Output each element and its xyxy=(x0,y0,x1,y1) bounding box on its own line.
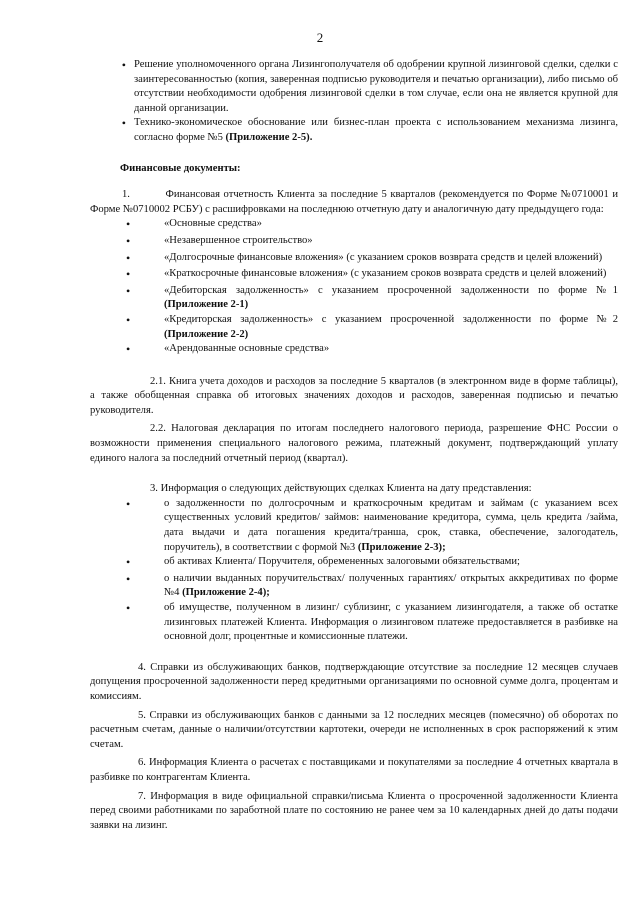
paragraph-item-4: 4. Справки из обслуживающих банков, подтверждающие отсутствие за последние 12 месяцев случаев допущения просроченной задолженности перед кредитными организациями по основной сумме долга, процентам и комиссиям. xyxy=(90,661,618,702)
page-number: 2 xyxy=(316,30,324,45)
paragraph-item-6: 6. Информация Клиента о расчетах с поставщиками и покупателями за последние 4 отчетных квартала в разбивке по контрагентам Клиента. xyxy=(90,757,618,783)
bullet-ref: (Приложение 2-2) xyxy=(164,328,249,340)
bullet-icon xyxy=(126,284,164,301)
bullet-icon xyxy=(90,116,134,133)
list-item xyxy=(126,284,618,313)
list-item xyxy=(126,601,618,645)
document-body xyxy=(90,58,618,833)
bullet-text: Технико-экономическое обоснование или бизнес-план проекта с использованием механизма лизинга, согласно форме №5 xyxy=(134,117,618,143)
paragraph-item-3: 3. Информация о следующих действующих сделках Клиента на дату представления: xyxy=(150,483,532,495)
paragraph-item-5: 5. Справки из обслуживающих банков с данными за 12 последних месяцев (помесячно) об оборотах по расчетным счетам, данные о наличии/отсутствии картотеки, очереди не исполненных в срок распоряжений к этим счетам. xyxy=(90,709,618,750)
bullet-text: «Краткосрочные финансовые вложения» (с указанием сроков возврата средств и целей вложений) xyxy=(164,268,607,280)
list-item xyxy=(126,313,618,342)
list-item xyxy=(126,342,618,359)
bullet-text: «Кредиторская задолженность» с указанием просроченной задолженности по форме №2 xyxy=(164,313,618,325)
bullet-ref: (Приложение 2-1) xyxy=(164,299,249,311)
section-heading: Финансовые документы: xyxy=(120,162,241,174)
list-item xyxy=(126,251,618,268)
list-item xyxy=(126,267,618,284)
bullet-ref: (Приложение 2-4); xyxy=(182,587,270,599)
bullet-text: «Дебиторская задолженность» с указанием просроченной задолженности по форме №1 xyxy=(164,284,618,296)
bullet-text: о наличии выданных поручительствах/ полученных гарантиях/ открытых аккредитивах по форме №4 xyxy=(164,572,618,599)
paragraph-item-2-2: 2.2. Налоговая декларация по итогам последнего налогового периода, разрешение ФНС России о возможности применения специального налогового режима, платежный документ, подтверждающий уплату единого налога за последний отчетный период (квартал). xyxy=(90,423,618,464)
bullet-icon xyxy=(126,497,164,514)
bullet-icon xyxy=(126,572,164,589)
list-item xyxy=(90,116,618,145)
list-item xyxy=(126,555,618,572)
bullet-icon xyxy=(126,555,164,572)
bullet-icon xyxy=(126,217,164,234)
bullet-text: «Арендованные основные средства» xyxy=(164,343,330,355)
bullet-icon xyxy=(126,313,164,330)
bullet-icon xyxy=(90,58,134,75)
list-item xyxy=(126,497,618,555)
bullet-text: об активах Клиента/ Поручителя, обремененных залоговыми обязательствами; xyxy=(164,556,521,568)
bullet-text: «Незавершенное строительство» xyxy=(164,234,313,246)
list-item xyxy=(126,217,618,234)
paragraph-item-7: 7. Информация в виде официальной справки/письма Клиента о просроченной задолженности Клиента перед своими работниками по заработной плате по состоянию не ранее чем за 10 календарных дней до даты подачи заявки на лизинг. xyxy=(90,790,618,831)
bullet-text: «Основные средства» xyxy=(164,218,262,230)
bullet-text: «Долгосрочные финансовые вложения» (с указанием сроков возврата средств и целей вложений) xyxy=(164,251,603,263)
paragraph-item-2-1: 2.1. Книга учета доходов и расходов за последние 5 кварталов (в электронном виде в форме таблицы), а также обобщенная справка об итоговых значениях доходов и расходов, заверенная подписью и печатью руководителя. xyxy=(90,375,618,416)
bullet-text: о задолженности по долгосрочным и краткосрочным кредитам и займам (с указанием всех существенных условий кредитов/ займов: наименование кредитора, сумма, цель кредита /займа, дата выдачи и дата погашения кредита/транша, срок, ставка, обеспечение, залогодатель, поручитель), в соответствии с формой №3 xyxy=(164,497,618,553)
bullet-icon xyxy=(126,267,164,284)
list-item xyxy=(90,58,618,116)
list-item xyxy=(126,572,618,601)
bullet-text: Решение уполномоченного органа Лизингополучателя об одобрении крупной лизинговой сделки, сделки с заинтересованностью (копия, заверенная подписью руководителя и печатью организации), либо письмо об отсутствии необходимости одобрения лизинговой сделки в том случае, если она не является крупной для данной организации. xyxy=(134,59,618,114)
bullet-icon xyxy=(126,234,164,251)
bullet-ref: (Приложение 2-5). xyxy=(225,131,313,143)
bullet-text: об имуществе, полученном в лизинг/ сублизинг, с указанием лизингодателя, а также об остатке лизинговых платежей Клиента. Информация о лизинговом платеже предоставляется в разбивке на основной долг, процентные и комиссионные платежи. xyxy=(164,602,618,643)
paragraph-item-1: 1. Финансовая отчетность Клиента за последние 5 кварталов (рекомендуется по Форме №0710001 и Форме №0710002 РСБУ) с расшифровками на последнюю отчетную дату и аналогичную дату предыдущего года: xyxy=(90,189,618,215)
bullet-icon xyxy=(126,342,164,359)
bullet-ref: (Приложение 2-3); xyxy=(357,541,446,553)
bullet-icon xyxy=(126,601,164,618)
list-item xyxy=(126,234,618,251)
bullet-icon xyxy=(126,251,164,268)
